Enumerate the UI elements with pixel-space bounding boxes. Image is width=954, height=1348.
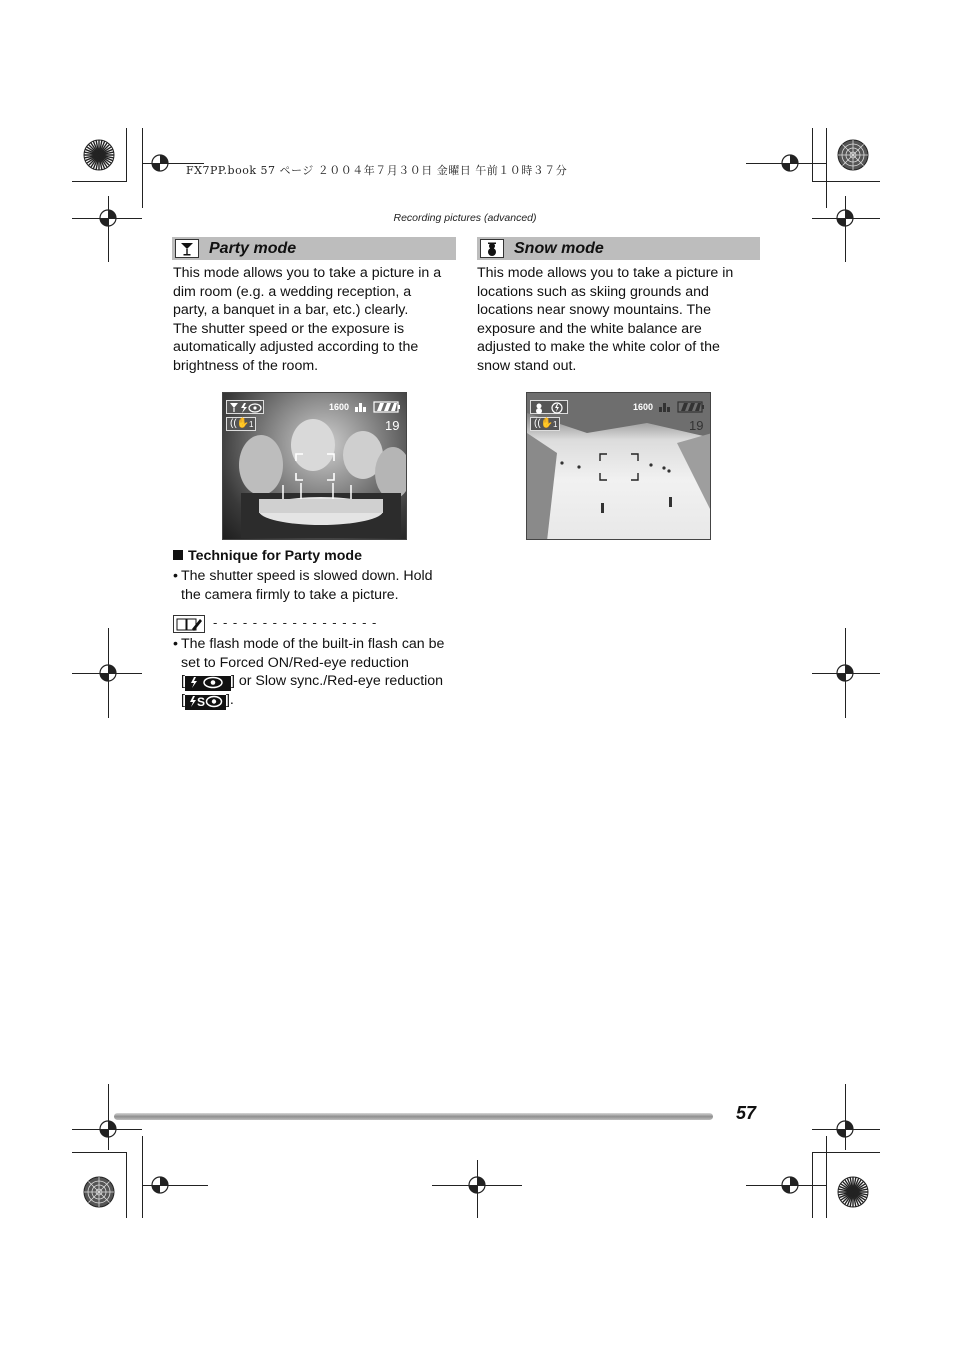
remaining-shots-value: 19 [385, 418, 400, 433]
bracket-open: [ [181, 692, 185, 708]
stabilizer-indicator: ((✋ 1 [530, 417, 560, 431]
af-frame [295, 453, 335, 481]
text-line: The flash mode of the built-in flash can be [181, 636, 445, 652]
party-mode-header [172, 237, 456, 260]
cocktail-glass-icon [175, 239, 199, 258]
text-line: automatically adjusted according to the [173, 339, 419, 355]
snow-mode-title: Snow mode [514, 239, 604, 257]
scene-mode-indicator [530, 400, 568, 414]
text-line: This mode allows you to take a picture in a [173, 265, 442, 281]
snowman-icon [480, 239, 504, 258]
text-line: locations such as skiing grounds and [477, 283, 709, 300]
resolution-value: 1600 [329, 402, 350, 412]
text-line: dim room (e.g. a wedding reception, a [173, 283, 412, 300]
snow-mode-description [477, 264, 767, 375]
party-mode-title: Party mode [209, 239, 297, 257]
square-bullet-icon [173, 550, 183, 560]
text-line: The shutter speed is slowed down. Hold [181, 568, 433, 584]
text-line: brightness of the room. [173, 357, 319, 374]
note-pencil-icon [173, 615, 205, 633]
flash-red-eye-icon [185, 676, 231, 691]
party-mode-screen-photo [222, 392, 407, 540]
text-line: The shutter speed or the exposure is [173, 320, 405, 337]
stabilizer-indicator: ((✋ 1 [226, 417, 256, 431]
text-line: ] or Slow sync./Red-eye reduction [230, 673, 444, 689]
footer-bar [114, 1113, 713, 1120]
technique-bullet [173, 567, 463, 604]
text-line: the camera firmly to take a picture. [181, 586, 399, 603]
stabilizer-mode-value: 1 [553, 420, 558, 429]
party-mode-description [173, 264, 463, 375]
stabilizer-mode-value: 1 [249, 420, 254, 429]
text-line: locations near snowy mountains. The [477, 302, 711, 318]
snow-mode-screen-photo [526, 392, 711, 540]
text-line: party, a banquet in a bar, etc.) clearly. [173, 302, 409, 318]
text-line: set to Forced ON/Red-eye reduction [181, 654, 409, 671]
text-line: This mode allows you to take a picture in [477, 265, 734, 281]
remaining-shots-value: 19 [689, 418, 704, 433]
text-line: ]. [225, 692, 234, 708]
slow-sync-red-eye-icon [185, 695, 226, 710]
af-frame [599, 453, 639, 481]
text-line: snow stand out. [477, 357, 577, 374]
slow-sync-letter: S [196, 695, 205, 709]
print-info: FX7PP.book 57 ページ ２００４年７月３０日 金曜日 午前１０時３７分 [186, 164, 568, 177]
note-bullet [173, 635, 463, 710]
page-number: 57 [736, 1103, 757, 1123]
bullet-icon: • [173, 568, 178, 584]
quality-and-battery-icons [658, 401, 708, 413]
resolution-value: 1600 [633, 402, 654, 412]
scene-mode-indicator [226, 400, 264, 414]
technique-heading: Technique for Party mode [173, 548, 362, 564]
snow-mode-header [477, 237, 760, 260]
quality-and-battery-icons [354, 401, 404, 413]
bracket-open: [ [181, 673, 185, 689]
text-line: exposure and the white balance are [477, 320, 702, 337]
running-head: Recording pictures (advanced) [393, 212, 537, 224]
text-line: adjusted to make the white color of the [477, 339, 720, 355]
note-divider: - - - - - - - - - - - - - - - - - [213, 615, 378, 630]
bullet-icon: • [173, 636, 178, 652]
